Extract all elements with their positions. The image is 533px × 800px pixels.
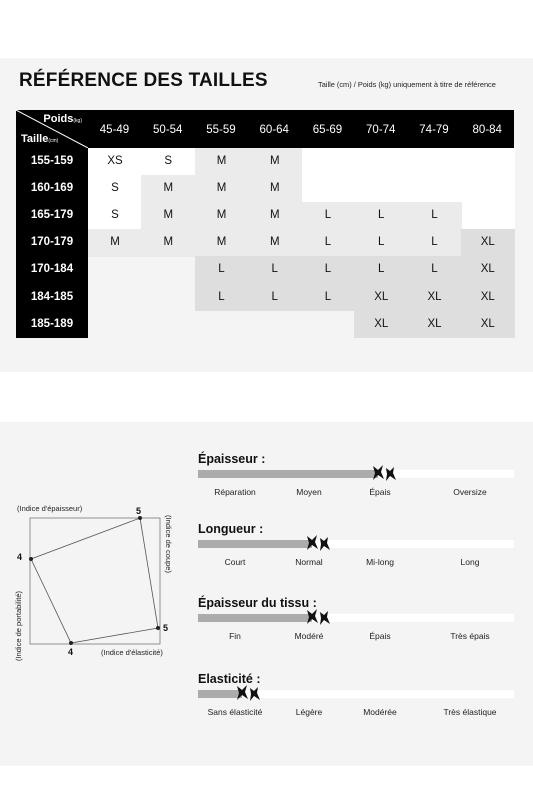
size-cell: L: [301, 229, 355, 257]
size-cell: XS: [88, 148, 142, 176]
size-cell: L: [301, 202, 355, 230]
height-header-cell: 185-189: [30, 317, 74, 330]
attribute-option-label: Épais: [369, 487, 391, 497]
point-top: [138, 516, 142, 520]
right-value: 5: [163, 623, 169, 633]
size-cell: M: [248, 175, 302, 203]
height-axis-label: Taille(cm): [21, 133, 59, 145]
size-cell: M: [195, 175, 249, 203]
size-cell: XL: [461, 284, 515, 312]
attribute-option-label: Modérée: [363, 707, 397, 717]
weight-header-cell: 80-84: [472, 124, 502, 136]
size-cell: S: [88, 175, 142, 203]
attribute-option-label: Très épais: [450, 631, 490, 641]
butterfly-marker-icon: [372, 464, 398, 482]
size-cell: XL: [461, 229, 515, 257]
attribute-option-label: Oversize: [453, 487, 487, 497]
attribute-option-label: Très élastique: [443, 707, 497, 717]
attribute-scale-track: [198, 540, 514, 548]
size-cell: XL: [461, 311, 515, 339]
size-cell: L: [354, 202, 408, 230]
attribute-scale-fill: [198, 540, 312, 548]
attribute-scale-track: [198, 614, 514, 622]
weight-header-cell: 74-79: [419, 124, 449, 136]
size-cell: L: [248, 256, 302, 284]
attribute-option-label: Court: [224, 557, 246, 567]
size-cell: L: [248, 284, 302, 312]
weight-header-cell: 65-69: [312, 124, 343, 136]
bottom-value: 4: [68, 647, 74, 657]
size-cell: M: [195, 148, 249, 176]
attribute-scale-fill: [198, 614, 312, 622]
weight-axis-label: Poids(kg): [43, 113, 82, 125]
size-cell: XL: [408, 311, 462, 339]
attribute-option-label: Mi-long: [366, 557, 394, 567]
butterfly-marker-icon: [306, 608, 332, 626]
height-header-cell: 155-159: [30, 155, 74, 167]
weight-header-cell: 45-49: [99, 124, 130, 136]
attribute-option-label: Fin: [229, 631, 241, 641]
attribute-scale-fill: [198, 470, 378, 478]
point-bottom: [69, 641, 73, 645]
butterfly-marker-icon: [236, 684, 262, 702]
size-cell: M: [195, 229, 249, 257]
size-cell: M: [141, 229, 195, 257]
size-cell: M: [141, 175, 195, 203]
size-cell: S: [141, 148, 195, 176]
height-header-cell: 170-184: [30, 263, 74, 276]
top-value: 5: [136, 506, 142, 516]
point-left: [29, 557, 33, 561]
chart-frame: [30, 518, 160, 644]
weight-header-cell: 50-54: [153, 124, 183, 136]
attribute-title: Épaisseur :: [198, 452, 266, 466]
size-cell: XL: [408, 284, 462, 312]
height-header-cell: 165-179: [30, 209, 74, 222]
size-cell: XL: [461, 256, 515, 284]
thickness-index-label: (Indice d'épaisseur): [17, 504, 83, 513]
fit-index-label: (Indice de coupe): [164, 515, 173, 573]
attribute-option-label: Long: [460, 557, 480, 567]
size-cell: L: [354, 229, 408, 257]
attribute-title: Elasticité :: [198, 672, 261, 686]
attribute-option-label: Épais: [369, 631, 391, 641]
point-right: [156, 626, 160, 630]
size-cell: M: [248, 229, 302, 257]
size-cell: L: [301, 284, 355, 312]
attribute-option-label: Légère: [295, 707, 323, 717]
size-cell: L: [195, 256, 249, 284]
attribute-scale-track: [198, 470, 514, 478]
size-cell: L: [408, 202, 462, 230]
size-cell: L: [195, 284, 249, 312]
weight-header-cell: 60-64: [259, 124, 289, 136]
attribute-option-label: Sans élasticité: [207, 707, 263, 717]
size-cell: XL: [354, 311, 408, 339]
size-cell: L: [408, 229, 462, 257]
size-cell: M: [195, 202, 249, 230]
left-value: 4: [17, 552, 23, 562]
size-cell: L: [408, 256, 462, 284]
weight-header-cell: 55-59: [206, 124, 236, 136]
size-cell: M: [141, 202, 195, 230]
height-header-cell: 184-185: [30, 290, 74, 303]
attribute-title: Épaisseur du tissu :: [198, 596, 317, 610]
butterfly-marker-icon: [306, 534, 332, 552]
elasticity-index-label: (Indice d'élasticité): [101, 648, 163, 657]
size-cell: L: [354, 256, 408, 284]
attribute-title: Longueur :: [198, 522, 264, 536]
profile-polygon: [31, 518, 158, 643]
attribute-option-label: Réparation: [214, 487, 256, 497]
wearability-index-label: (Indice de portabilité): [14, 590, 23, 661]
size-cell: L: [301, 256, 355, 284]
size-cell: S: [88, 202, 142, 230]
attribute-option-label: Modéré: [294, 631, 324, 641]
size-cell: XL: [354, 284, 408, 312]
attribute-option-label: Moyen: [296, 487, 322, 497]
weight-header-cell: 70-74: [366, 124, 396, 136]
page-title: RÉFÉRENCE DES TAILLES: [19, 70, 268, 91]
size-cell: M: [248, 202, 302, 230]
height-header-cell: 160-169: [30, 182, 74, 195]
height-header-cell: 170-179: [30, 236, 74, 249]
size-cell: M: [248, 148, 302, 176]
page-subtitle: Taille (cm) / Poids (kg) uniquement à titre de référence: [318, 80, 496, 89]
attribute-option-label: Normal: [295, 557, 323, 567]
size-cell: M: [88, 229, 142, 257]
